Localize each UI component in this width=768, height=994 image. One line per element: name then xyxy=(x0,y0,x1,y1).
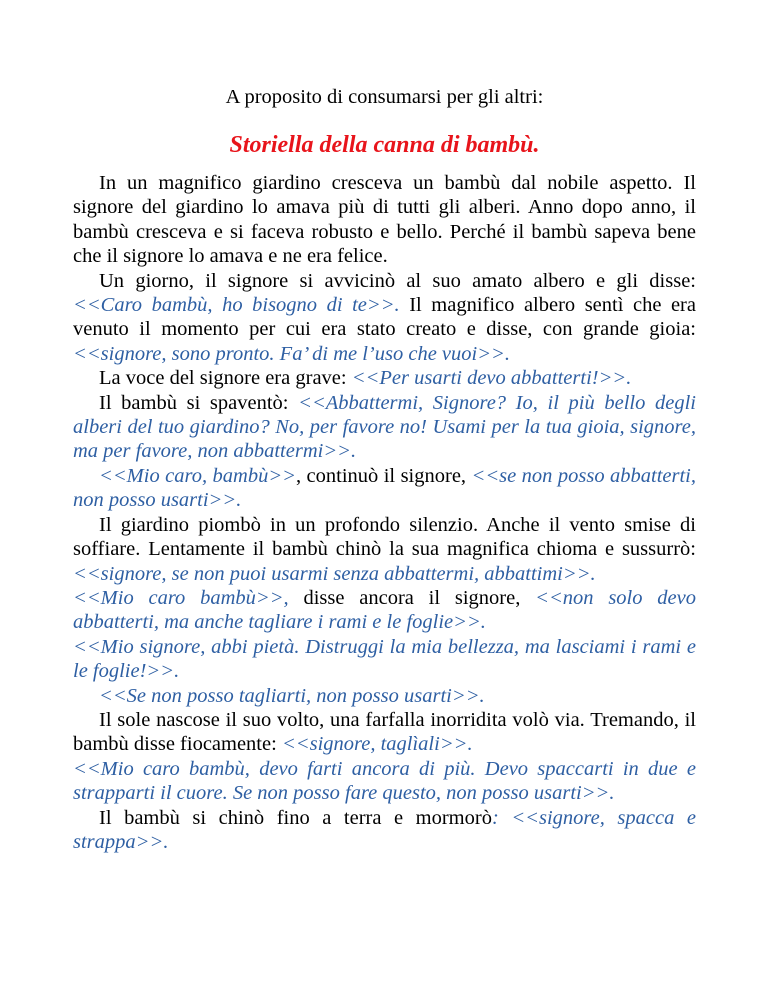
paragraph xyxy=(73,586,696,635)
dialogue-quote: <<Mio signore, abbi pietà. Distruggi la mia bellezza, ma lasciami i rami e le foglie!>>. xyxy=(73,635,696,683)
dialogue-quote: <<signore, taglìali>>. xyxy=(281,733,473,756)
narration-text: La voce del signore era grave: xyxy=(99,367,352,390)
story-body xyxy=(73,171,696,854)
paragraph xyxy=(73,171,696,269)
dialogue-quote: <<Se non posso tagliarti, non posso usarti>>. xyxy=(99,684,485,707)
dialogue-quote: <<Mio caro bambù, devo farti ancora di più. Devo spaccarti in due e strapparti il cuore. Se non posso fare questo, non posso usarti>>. xyxy=(73,757,696,805)
dialogue-quote: <<Abbattermi, Signore? Io, il più bello degli alberi del tuo giardino? No, per favore no! Usami per la tua gioia, signore, ma per favore, non abbattermi>>. xyxy=(73,391,696,463)
narration-text: Il magnifico albero sentì che era venuto il momento per cui era stato creato e disse, con grande gioia: xyxy=(73,294,696,341)
narration-text: Il sole nascose il suo volto, una farfalla inorridita volò via. Tremando, il bambù disse fiocamente: xyxy=(73,708,696,756)
paragraph xyxy=(73,513,696,586)
narration-text: Il bambù si spaventò: xyxy=(99,391,299,414)
narration-text: Il giardino piombò in un profondo silenzio. Anche il vento smise di soffiare. Lentamente il bambù chinò la sua magnifica chioma e sussurrò: xyxy=(73,513,696,561)
paragraph xyxy=(73,391,696,464)
paragraph xyxy=(73,366,696,390)
narration-text: , continuò il signore, xyxy=(295,464,472,487)
paragraph xyxy=(73,708,696,757)
dialogue-quote: <<Mio caro, bambù>> xyxy=(99,464,296,487)
dialogue-quote: <<signore, sono pronto. Fa’ di me l’uso che vuoi>>. xyxy=(73,342,511,365)
narration-text: Il bambù si chinò fino a terra e mormorò xyxy=(99,806,492,829)
narration-text: In un magnifico giardino cresceva un bambù dal nobile aspetto. Il signore del giardino lo amava più di tutti gli alberi. Anno dopo anno, il bambù cresceva e si faceva robusto e bello. Perché il bambù sapeva bene che il signore lo amava e ne era felice. xyxy=(73,172,696,268)
paragraph xyxy=(73,635,696,684)
intro-line: A proposito di consumarsi per gli altri: xyxy=(225,86,544,108)
paragraph xyxy=(73,464,696,513)
dialogue-quote: <<Per usarti devo abbatterti!>>. xyxy=(351,367,632,390)
paragraph xyxy=(73,269,696,367)
narration-text: disse ancora il signore, xyxy=(288,586,536,609)
dialogue-quote: <<Caro bambù, ho bisogno di te>>. xyxy=(73,294,400,317)
story-title: Storiella della canna di bambù. xyxy=(229,132,540,158)
document-page xyxy=(73,84,696,854)
narration-text: Un giorno, il signore si avvicinò al suo amato albero e gli disse: xyxy=(99,269,696,292)
dialogue-quote: <<Mio caro bambù>>, xyxy=(73,586,289,609)
paragraph xyxy=(73,757,696,806)
paragraph xyxy=(73,806,696,855)
dialogue-quote: : <<signore, spacca e strappa>>. xyxy=(73,806,696,853)
dialogue-quote: <<non solo devo abbatterti, ma anche tagliare i rami e le foglie>>. xyxy=(73,586,696,634)
paragraph xyxy=(73,684,696,708)
dialogue-quote: <<se non posso abbatterti, non posso usarti>>. xyxy=(73,464,696,512)
dialogue-quote: <<signore, se non puoi usarmi senza abbattermi, abbattimi>>. xyxy=(73,562,596,585)
